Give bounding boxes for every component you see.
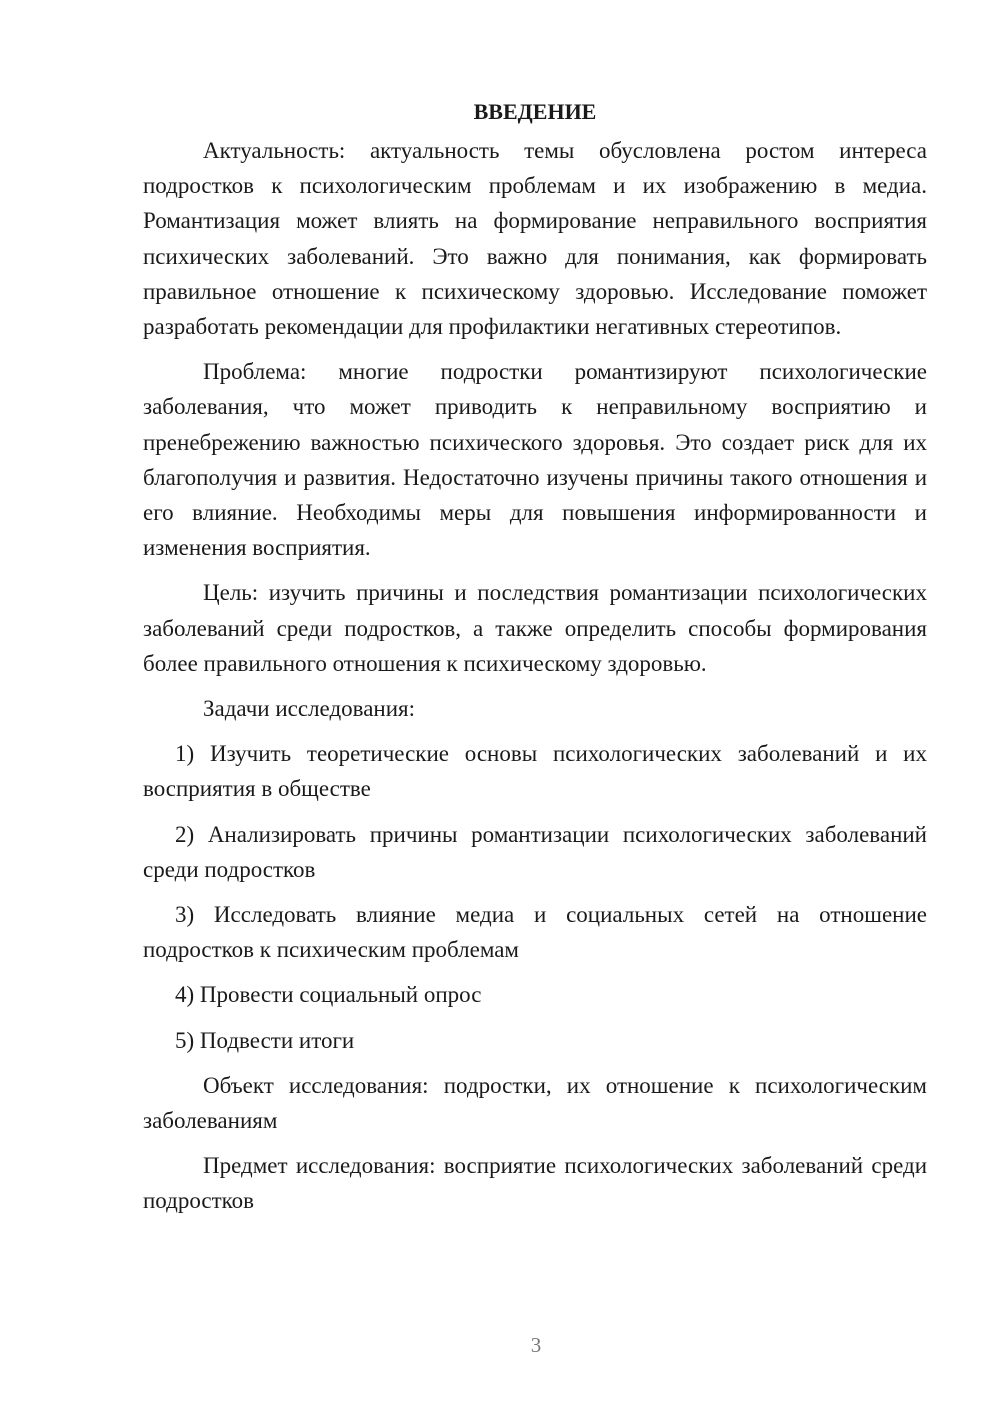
tasks-heading: Задачи исследования:: [203, 696, 416, 722]
task-item-1: 1) Изучить теоретические основы психологических заболеваний и их восприятия в обществе: [143, 741, 927, 802]
page-number: 3: [530, 1333, 542, 1357]
task-item-4: 4) Провести социальный опрос: [175, 982, 482, 1008]
paragraph-relevance: Актуальность: актуальность темы обусловлена ростом интереса подростков к психологическим проблемам и их изображению в медиа. Романтизация может влиять на формирование неправильного восприятия психических заболеваний. Это важно для понимания, как формировать правильное отношение к психическому здоровью. Исследование поможет разработать рекомендации для профилактики негативных стереотипов.: [143, 138, 927, 340]
paragraph-goal: Цель: изучить причины и последствия романтизации психологических заболеваний среди подростков, а также определить способы формирования более правильного отношения к психическому здоровью.: [143, 580, 927, 676]
paragraph-problem: Проблема: многие подростки романтизируют психологические заболевания, что может приводить к неправильному восприятию и пренебрежению важностью психического здоровья. Это создает риск для их благополучия и развития. Недостаточно изучены причины такого отношения и его влияние. Необходимы меры для повышения информированности и изменения восприятия.: [143, 359, 927, 561]
page-content: [143, 95, 927, 1219]
task-item-5: 5) Подвести итоги: [175, 1027, 355, 1053]
task-item-3: 3) Исследовать влияние медиа и социальных сетей на отношение подростков к психическим проблемам: [143, 902, 927, 963]
page-title: ВВЕДЕНИЕ: [473, 99, 597, 124]
paragraph-subject: Предмет исследования: восприятие психологических заболеваний среди подростков: [143, 1153, 927, 1214]
task-item-2: 2) Анализировать причины романтизации психологических заболеваний среди подростков: [143, 821, 927, 882]
paragraph-object: Объект исследования: подростки, их отношение к психологическим заболеваниям: [143, 1072, 927, 1134]
